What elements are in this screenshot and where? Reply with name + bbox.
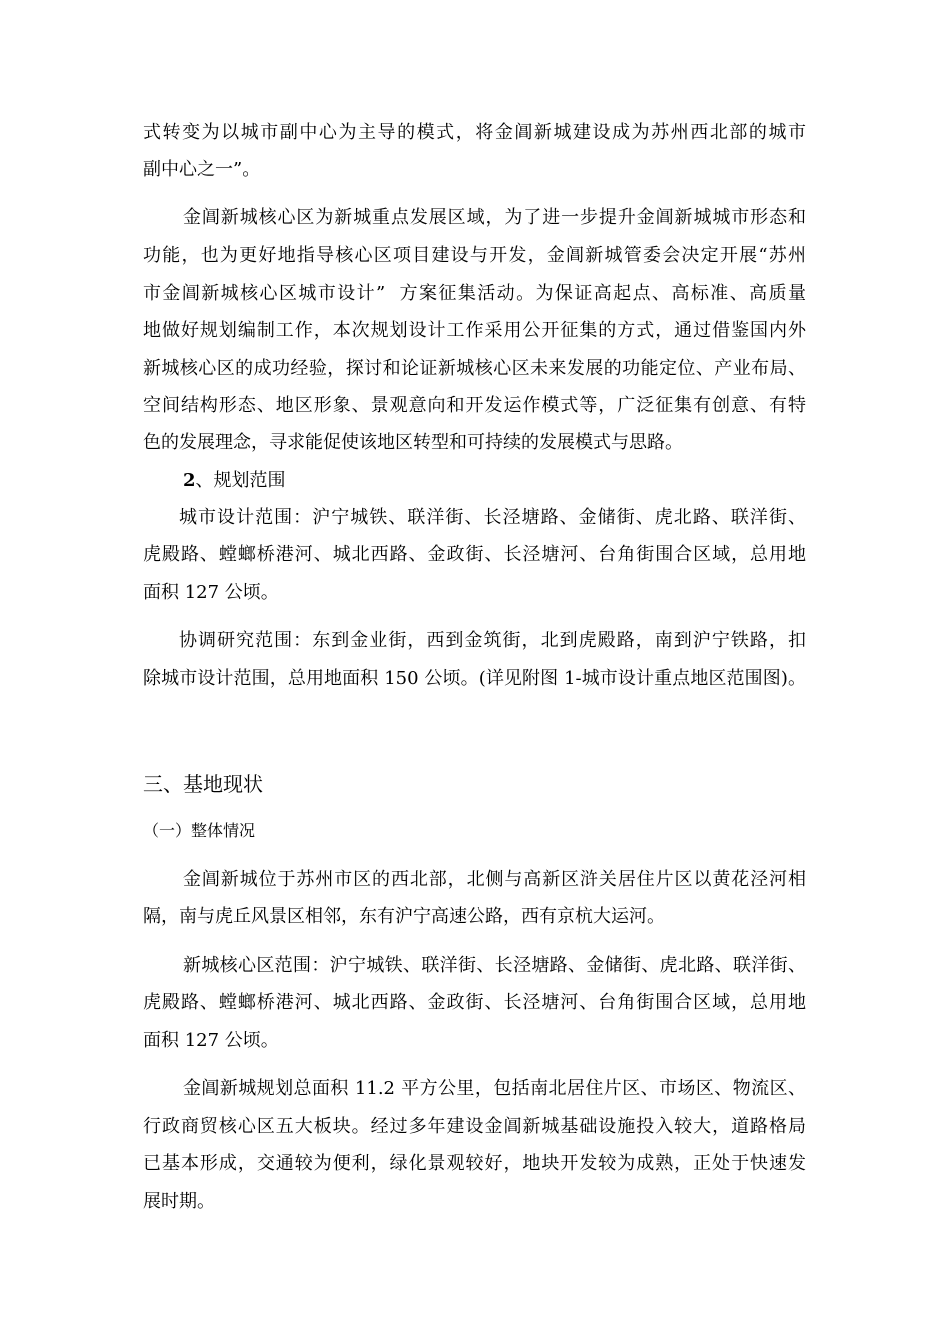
paragraph-line: 金阊新城核心区为新城重点发展区域，为了进一步提升金阊新城城市形态和 [183, 207, 806, 228]
paragraph-line: 色的发展理念，寻求能促使该地区转型和可持续的发展模式与思路。 [143, 432, 683, 453]
paragraph-line: 市金阊新城核心区城市设计” 方案征集活动。为保证高起点、高标准、高质量 [143, 283, 806, 304]
paragraph-line: 城市设计范围：沪宁城铁、联洋街、长泾塘路、金储街、虎北路、联洋街、 [179, 507, 806, 528]
paragraph-line: 面积 127 公顷。 [143, 1030, 279, 1051]
planning-scope-title: 、规划范围 [195, 470, 286, 491]
paragraph-line: 协调研究范围：东到金业街，西到金筑街，北到虎殿路，南到沪宁铁路，扣 [179, 630, 806, 651]
paragraph-line: 展时期。 [143, 1191, 215, 1212]
paragraph-line: 面积 127 公顷。 [143, 582, 279, 603]
paragraph-line: 虎殿路、螳螂桥港河、城北西路、金政街、长泾塘河、台角街围合区域，总用地 [143, 544, 806, 565]
paragraph-line: 虎殿路、螳螂桥港河、城北西路、金政街、长泾塘河、台角街围合区域，总用地 [143, 992, 806, 1013]
paragraph-line: 金阊新城位于苏州市区的西北部，北侧与高新区浒关居住片区以黄花泾河相 [183, 869, 806, 890]
section-subheading: （一）整体情况 [143, 821, 256, 840]
paragraph-line: 空间结构形态、地区形象、景观意向和开发运作模式等，广泛征集有创意、有特 [143, 395, 806, 416]
paragraph-line: 隔，南与虎丘风景区相邻，东有沪宁高速公路，西有京杭大运河。 [143, 906, 665, 927]
paragraph-line: 除城市设计范围，总用地面积 150 公顷。(详见附图 1-城市设计重点地区范围图)。 [143, 668, 806, 689]
section-heading: 三、基地现状 [143, 772, 263, 796]
paragraph-line: 地做好规划编制工作，本次规划设计工作采用公开征集的方式，通过借鉴国内外 [143, 320, 806, 341]
paragraph-line: 行政商贸核心区五大板块。经过多年建设金阊新城基础设施投入较大，道路格局 [143, 1116, 806, 1137]
paragraph-line: 功能，也为更好地指导核心区项目建设与开发，金阊新城管委会决定开展“苏州 [143, 245, 806, 266]
paragraph-line: 副中心之一”。 [143, 159, 261, 180]
paragraph-line: 式转变为以城市副中心为主导的模式，将金阊新城建设成为苏州西北部的城市 [143, 122, 806, 143]
planning-scope-heading [183, 469, 286, 493]
planning-scope-number: 2 [183, 470, 196, 491]
paragraph-line: 已基本形成，交通较为便利，绿化景观较好，地块开发较为成熟，正处于快速发 [143, 1153, 806, 1174]
paragraph-line: 新城核心区的成功经验，探讨和论证新城核心区未来发展的功能定位、产业布局、 [143, 358, 806, 379]
paragraph-line: 新城核心区范围：沪宁城铁、联洋街、长泾塘路、金储街、虎北路、联洋街、 [183, 955, 806, 976]
paragraph-line: 金阊新城规划总面积 11.2 平方公里，包括南北居住片区、市场区、物流区、 [183, 1078, 806, 1099]
